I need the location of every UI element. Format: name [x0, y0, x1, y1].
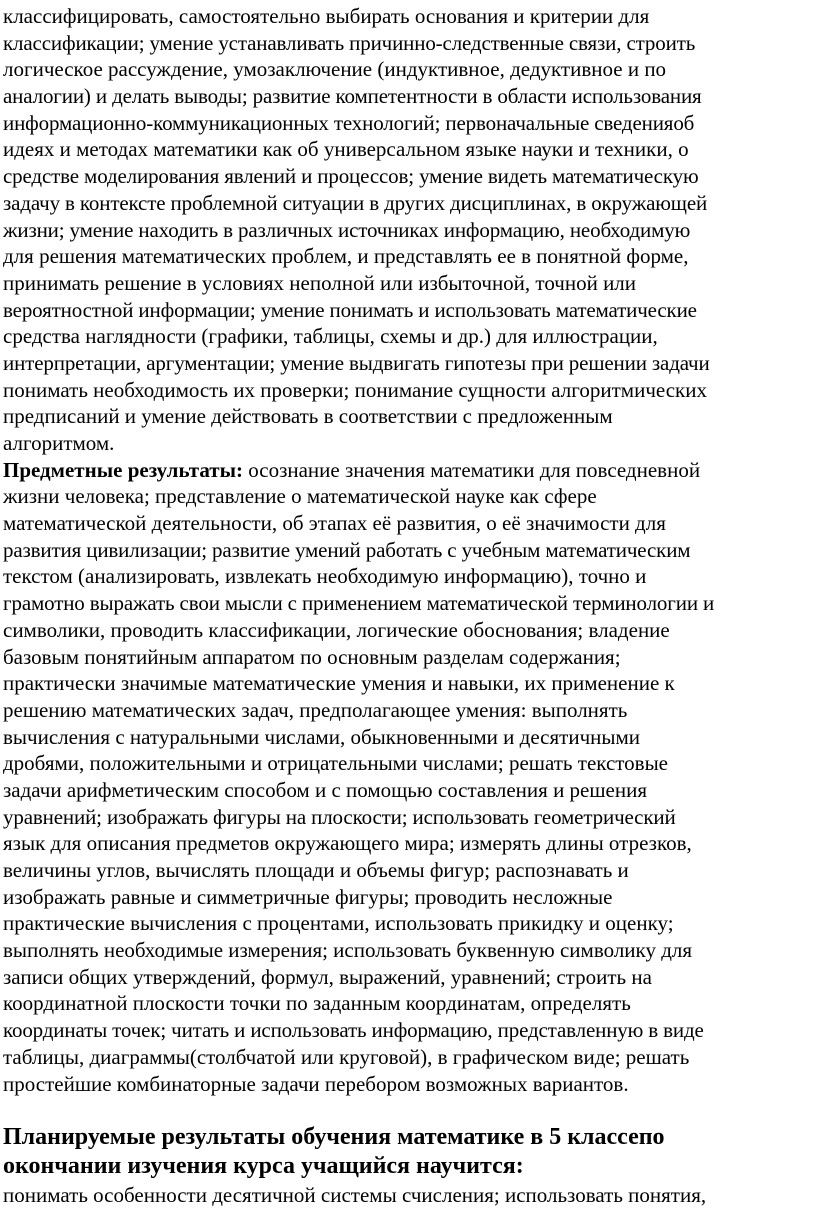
text-line: вычисления с натуральными числами, обыкновенными и десятичными	[3, 724, 641, 749]
text-line: предписаний и умение действовать в соответствии с предложенным	[3, 404, 613, 429]
subject-results-text: осознание значения математики для повседневной	[242, 457, 701, 482]
text-line: вероятностной информации; умение понимать и использовать математические	[3, 297, 697, 322]
text-line: идеях и методах математики как об универсальном языке науки и техники, о	[3, 137, 689, 162]
text-line: жизни; умение находить в различных источниках информацию, необходимую	[3, 217, 691, 242]
text-line: таблицы, диаграммы(столбчатой или круговой), в графическом виде; решать	[3, 1044, 690, 1069]
text-line: средства наглядности (графики, таблицы, схемы и др.) для иллюстрации,	[3, 324, 658, 349]
text-line: понимать необходимость их проверки; понимание сущности алгоритмических	[3, 377, 707, 402]
text-line: решению математических задач, предполагающее умения: выполнять	[3, 697, 628, 722]
text-line: текстом (анализировать, извлекать необходимую информацию), точно и	[3, 564, 647, 589]
text-line: развития цивилизации; развитие умений работать с учебным математическим	[3, 537, 691, 562]
text-line: записи общих утверждений, формул, выражений, уравнений; строить на	[3, 964, 652, 989]
text-line: простейшие комбинаторные задачи перебором возможных вариантов.	[3, 1071, 629, 1096]
text-line: изображать равные и симметричные фигуры; проводить несложные	[3, 884, 613, 909]
text-line: координаты точек; читать и использовать информацию, представленную в виде	[3, 1018, 704, 1043]
text-line: дробями, положительными и отрицательными числами; решать текстовые	[3, 751, 669, 776]
text-line: координатной плоскости точки по заданным координатам, определять	[3, 991, 631, 1016]
subject-results-label: Предметные результаты:	[3, 457, 243, 482]
text-line: классифицировать, самостоятельно выбирать основания и критерии для	[3, 4, 650, 28]
text-line: символики, проводить классификации, логические обоснования; владение	[3, 617, 670, 642]
text-line: интерпретации, аргументации; умение выдвигать гипотезы при решении задачи	[3, 350, 710, 375]
text-line: алгоритмом.	[3, 431, 115, 455]
text-line: аналогии) и делать выводы; развитие компетентности в области использования	[3, 84, 702, 109]
subject-results-first-line	[3, 457, 816, 484]
text-line: практические вычисления с процентами, использовать прикидку и оценку;	[3, 911, 674, 936]
body-text	[3, 3, 816, 1097]
section-heading-line: окончании изучения курса учащийся научится:	[3, 1153, 524, 1179]
section-body	[3, 1182, 816, 1209]
text-line: средстве моделирования явлений и процессов; умение видеть математическую	[3, 164, 699, 189]
text-line: уравнений; изображать фигуры на плоскости; использовать геометрический	[3, 804, 676, 829]
text-line: величины углов, вычислять площади и объемы фигур; распознавать и	[3, 858, 629, 882]
text-line: для решения математических проблем, и представлять ее в понятной форме,	[3, 244, 689, 269]
text-line: практически значимые математические умения и навыки, их применение к	[3, 671, 675, 696]
section-heading	[3, 1123, 816, 1181]
text-line: понимать особенности десятичной системы счисления; использовать понятия,	[3, 1183, 707, 1207]
text-line: задачи арифметическим способом и с помощью составления и решения	[3, 777, 648, 802]
text-line: язык для описания предметов окружающего мира; измерять длины отрезков,	[3, 831, 692, 856]
text-line: задачу в контексте проблемной ситуации в других дисциплинах, в окружающей	[3, 190, 708, 215]
text-line: математической деятельности, об этапах её развития, о её значимости для	[3, 511, 666, 536]
section-heading-line: Планируемые результаты обучения математике в 5 классепо	[3, 1124, 665, 1150]
text-line: жизни человека; представление о математической науке как сфере	[3, 484, 597, 509]
text-line: логическое рассуждение, умозаключение (индуктивное, дедуктивное и по	[3, 57, 667, 82]
text-line: классификации; умение устанавливать причинно-следственные связи, строить	[3, 30, 696, 55]
text-line: базовым понятийным аппаратом по основным разделам содержания;	[3, 644, 621, 669]
text-line: грамотно выражать свои мысли с применением математической терминологии и	[3, 591, 715, 616]
text-line: выполнять необходимые измерения; использовать буквенную символику для	[3, 938, 693, 963]
text-line: принимать решение в условиях неполной или избыточной, точной или	[3, 270, 637, 295]
text-line: информационно-коммуникационных технологий; первоначальные сведенияоб	[3, 110, 695, 135]
